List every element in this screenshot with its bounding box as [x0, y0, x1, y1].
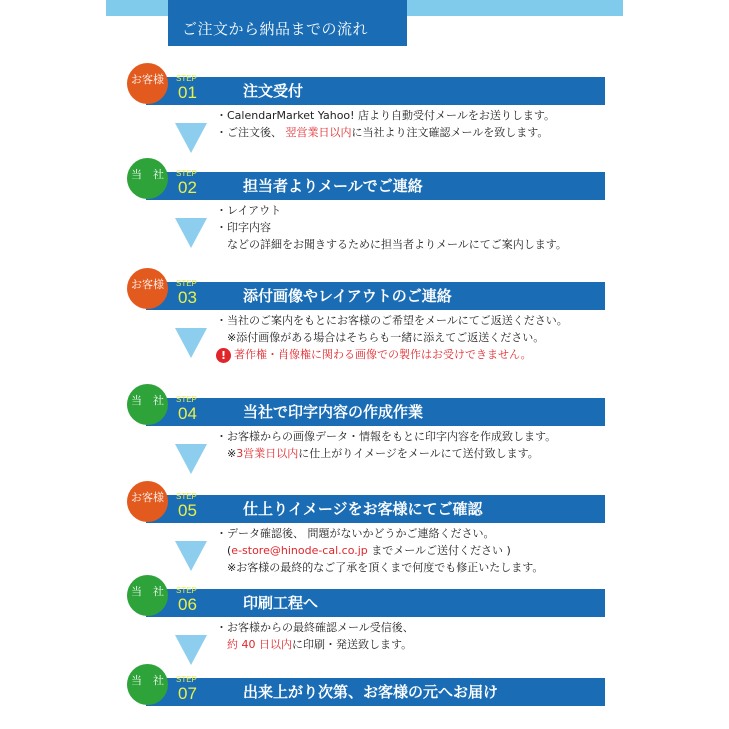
step-number: 02 [178, 178, 197, 197]
down-arrow-icon [175, 635, 207, 665]
description-line [216, 429, 556, 445]
step-title: 添付画像やレイアウトのご連絡 [243, 287, 452, 305]
line-text: ・データ確認後、 問題がないかどうかご連絡ください。 [216, 527, 495, 540]
description-line [216, 237, 567, 253]
line-text: ※添付画像がある場合はそちらも一緒に添えてご返送ください。 [216, 331, 545, 344]
line-text: ※お客様の最終的なご了承を頂くまで何度でも修正いたします。 [216, 561, 544, 574]
step-title: 出来上がり次第、お客様の元へお届け [243, 683, 499, 701]
step-title: 注文受付 [243, 82, 304, 100]
line-text: ・お客様からの最終確認メール受信後、 [216, 621, 414, 634]
description-line [216, 125, 548, 141]
description-line [216, 313, 568, 329]
emphasis-text: 翌営業日以内 [285, 126, 352, 139]
emphasis-text: 3営業日以内 [236, 447, 299, 460]
actor-badge: 当 社 [127, 158, 168, 199]
line-text: ・ご注文後、 [216, 126, 286, 139]
step-bar [146, 395, 605, 426]
step-word: STEP [176, 169, 197, 178]
line-text: ・お客様からの画像データ・情報をもとに印字内容を作成致します。 [216, 430, 557, 443]
description-line [216, 220, 271, 236]
description-line [216, 526, 495, 542]
step-word: STEP [176, 395, 197, 404]
step-word: STEP [176, 586, 197, 595]
actor-badge: お客様 [127, 268, 168, 309]
description-line [216, 560, 543, 576]
line-text [216, 638, 227, 651]
actor-badge: 当 社 [127, 664, 168, 705]
line-text: ※ [216, 447, 237, 460]
step-number: 07 [178, 684, 197, 703]
emphasis-text: 約 40 日以内 [227, 638, 292, 651]
description-line [216, 543, 511, 559]
description-line [216, 203, 281, 219]
step-word: STEP [176, 279, 197, 288]
step-word: STEP [176, 492, 197, 501]
step-word: STEP [176, 675, 197, 684]
line-text: ・当社のご案内をもとにお客様のご希望をメールにてご返送ください。 [216, 314, 568, 327]
description-line [216, 108, 555, 124]
down-arrow-icon [175, 444, 207, 474]
down-arrow-icon [175, 218, 207, 248]
step-title: 印刷工程へ [243, 594, 319, 612]
line-text: に当社より注文確認メールを致します。 [351, 126, 549, 139]
down-arrow-icon [175, 123, 207, 153]
actor-badge: 当 社 [127, 384, 168, 425]
line-text: までメールご送付ください ) [367, 544, 511, 557]
line-text: ・CalendarMarket Yahoo! 店より自動受付メールをお送りします。 [216, 109, 555, 122]
line-text: に仕上がりイメージをメールにて送付致します。 [298, 447, 539, 460]
down-arrow-icon [175, 328, 207, 358]
actor-badge: お客様 [127, 481, 168, 522]
description-line [216, 330, 544, 346]
step-title: 当社で印字内容の作成作業 [243, 403, 424, 421]
line-text: ・印字内容 [216, 221, 271, 234]
line-text: ( [216, 544, 232, 557]
line-text: に印刷・発送致します。 [292, 638, 413, 651]
step-number: 04 [178, 404, 197, 423]
emphasis-text: 著作権・肖像権に関わる画像での製作はお受けできません。 [234, 348, 532, 361]
description-line [216, 637, 412, 653]
step-number: 05 [178, 501, 197, 520]
description-line [216, 446, 539, 462]
down-arrow-icon [175, 541, 207, 571]
step-number: 01 [178, 83, 197, 102]
warning-icon: ! [216, 348, 231, 363]
step-word: STEP [176, 74, 197, 83]
line-text: などの詳細をお聞きするために担当者よりメールにてご案内します。 [216, 238, 567, 251]
step-number: 06 [178, 595, 197, 614]
description-line [216, 620, 414, 636]
actor-badge: 当 社 [127, 575, 168, 616]
step-title: 担当者よりメールでご連絡 [243, 177, 423, 195]
step-title: 仕上りイメージをお客様にてご確認 [243, 500, 483, 518]
page-title: ご注文から納品までの流れ [168, 0, 407, 46]
line-text: ・レイアウト [216, 204, 282, 217]
actor-badge: お客様 [127, 63, 168, 104]
description-line [216, 347, 532, 363]
emphasis-text: e-store@hinode-cal.co.jp [231, 544, 368, 557]
step-bar [146, 492, 605, 523]
step-number: 03 [178, 288, 197, 307]
